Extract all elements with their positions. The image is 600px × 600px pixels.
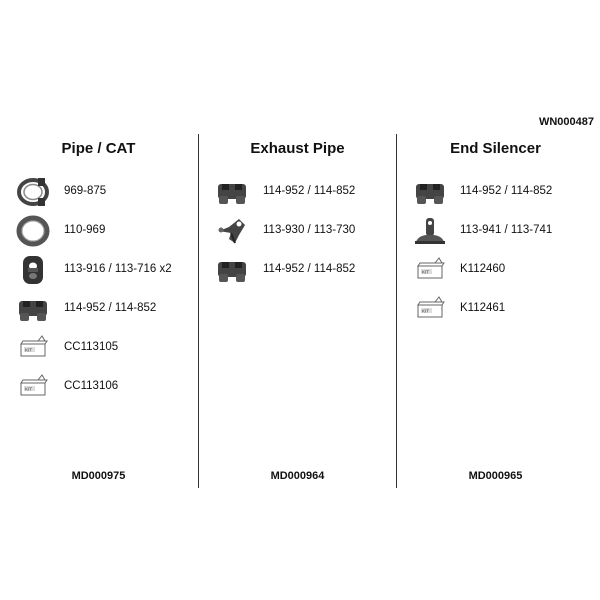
rubber-hanger-icon	[16, 293, 50, 325]
column-exhaust-pipe	[198, 134, 396, 488]
part-row[interactable]	[397, 174, 594, 210]
column-ref-code: MD000964	[270, 470, 325, 482]
kit-box-icon	[413, 254, 447, 286]
column-pipe-cat	[0, 134, 197, 488]
part-code: 114-952 / 114-852	[263, 263, 356, 275]
part-code: 113-930 / 113-730	[263, 224, 356, 236]
rubber-hanger-icon	[215, 176, 249, 208]
part-row[interactable]	[0, 213, 197, 249]
part-row[interactable]	[0, 252, 197, 288]
part-code: 113-941 / 113-741	[460, 224, 553, 236]
part-code: 113-916 / 113-716 x2	[64, 263, 172, 275]
rubber-hanger-icon	[413, 176, 447, 208]
part-row[interactable]	[397, 291, 594, 327]
gasket-ring-icon	[16, 215, 50, 247]
part-code: 110-969	[64, 224, 106, 236]
mount-bracket-icon	[413, 215, 447, 247]
part-row[interactable]	[397, 252, 594, 288]
part-code: K112460	[460, 263, 506, 275]
rubber-mount-icon	[16, 254, 50, 286]
svg-text:KIT: KIT	[422, 269, 430, 275]
part-row[interactable]	[199, 174, 396, 210]
column-ref-code: MD000965	[468, 470, 523, 482]
part-row[interactable]	[0, 174, 197, 210]
clamp-icon	[16, 176, 50, 208]
part-code: 114-952 / 114-852	[263, 185, 356, 197]
kit-box-icon	[413, 293, 447, 325]
column-title: Exhaust Pipe	[250, 140, 345, 157]
part-row[interactable]	[397, 213, 594, 249]
column-ref-code: MD000975	[71, 470, 126, 482]
kit-box-icon	[16, 371, 50, 403]
column-title: End Silencer	[450, 140, 541, 157]
column-end-silencer	[396, 134, 594, 488]
part-row[interactable]	[0, 369, 197, 405]
svg-text:KIT: KIT	[422, 308, 430, 314]
part-code: 969-875	[64, 185, 107, 197]
bracket-hanger-icon	[215, 215, 249, 247]
part-row[interactable]	[199, 252, 396, 288]
part-code: 114-952 / 114-852	[64, 302, 157, 314]
column-title: Pipe / CAT	[61, 140, 136, 157]
rubber-hanger-icon	[215, 254, 249, 286]
part-row[interactable]	[0, 330, 197, 366]
svg-text:KIT: KIT	[25, 386, 33, 392]
kit-box-icon	[16, 332, 50, 364]
reference-code: WN000487	[538, 116, 594, 128]
part-row[interactable]	[199, 213, 396, 249]
part-code: CC113105	[64, 341, 119, 353]
part-row[interactable]	[0, 291, 197, 327]
part-code: K112461	[460, 302, 506, 314]
svg-text:KIT: KIT	[25, 347, 33, 353]
part-code: CC113106	[64, 380, 119, 392]
part-code: 114-952 / 114-852	[460, 185, 553, 197]
